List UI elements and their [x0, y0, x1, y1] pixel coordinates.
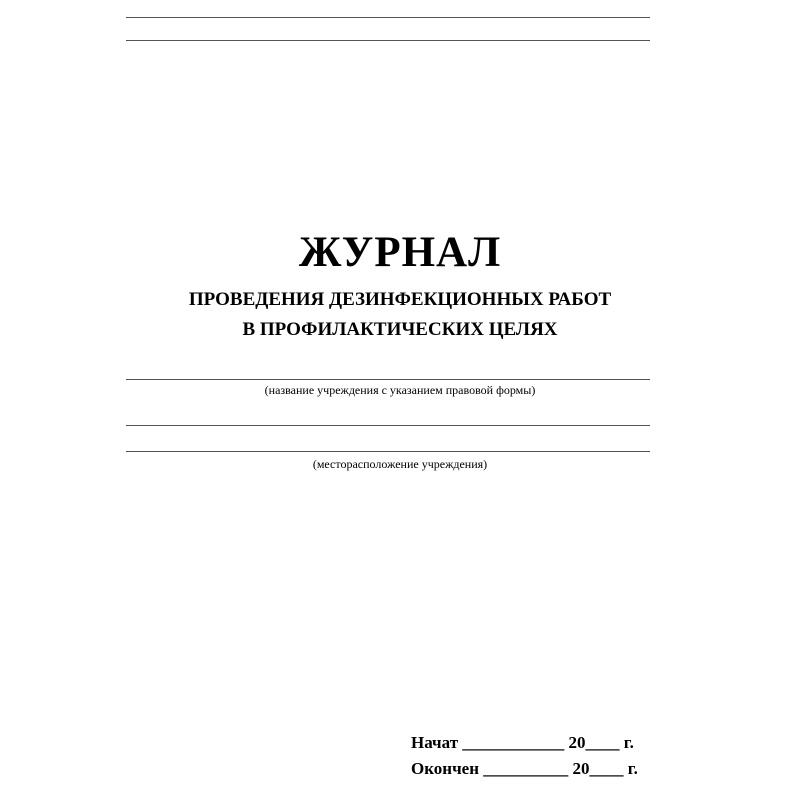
document-subtitle-line-2: В ПРОФИЛАКТИЧЕСКИХ ЦЕЛЯХ — [242, 319, 558, 340]
location-caption: (месторасположение учреждения) — [312, 457, 488, 471]
institution-name-line — [126, 379, 650, 380]
location-line — [126, 451, 650, 452]
document-subtitle-line-1: ПРОВЕДЕНИЯ ДЕЗИНФЕКЦИОННЫХ РАБОТ — [188, 289, 612, 310]
header-blank-line-2 — [126, 40, 650, 41]
finished-date-line: Окончен __________ 20____ г. — [411, 759, 638, 778]
institution-extra-line — [126, 425, 650, 426]
started-date-line: Начат ____________ 20____ г. — [411, 733, 634, 752]
header-blank-line-1 — [126, 17, 650, 18]
institution-caption: (название учреждения с указанием правовой формы) — [264, 383, 536, 397]
document-title: ЖУРНАЛ — [298, 229, 502, 276]
